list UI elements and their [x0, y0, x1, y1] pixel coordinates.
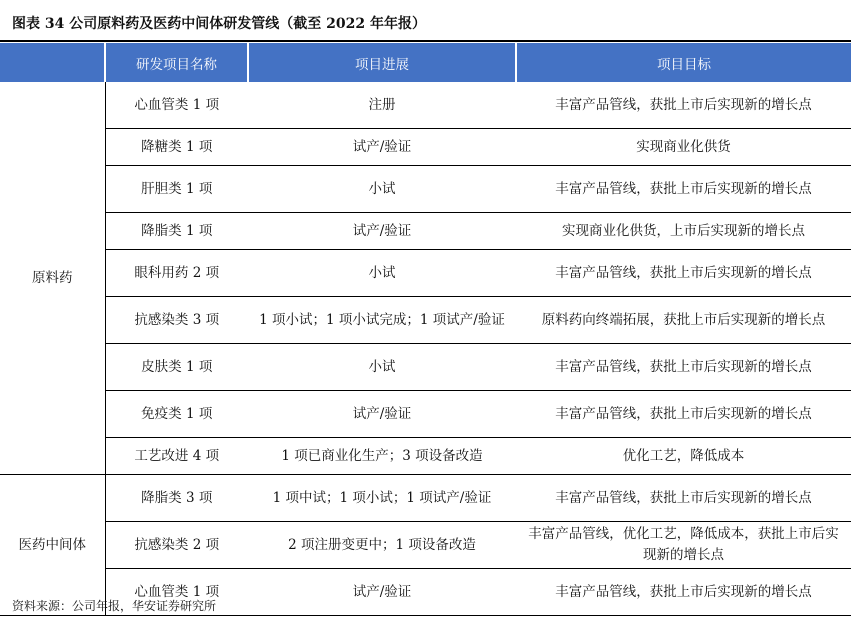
- figure-title: 图表 34 公司原料药及医药中间体研发管线（截至 2022 年年报）: [12, 16, 426, 32]
- pipeline-table: [0, 43, 851, 616]
- project-name: 肝胆类 1 项: [105, 166, 248, 213]
- project-goal: 丰富产品管线，获批上市后实现新的增长点: [516, 391, 851, 438]
- project-goal: 丰富产品管线，获批上市后实现新的增长点: [516, 166, 851, 213]
- category-api: 原料药: [0, 82, 105, 475]
- table-row: [0, 213, 851, 250]
- header-project-name: 研发项目名称: [105, 43, 248, 82]
- source-note: 资料来源：公司年报，华安证券研究所: [12, 599, 217, 613]
- table-row: [0, 475, 851, 522]
- project-progress: 小试: [248, 250, 516, 297]
- table-row: [0, 129, 851, 166]
- table-row: [0, 391, 851, 438]
- top-rule: [0, 40, 851, 42]
- project-name: 皮肤类 1 项: [105, 344, 248, 391]
- project-goal: 丰富产品管线，获批上市后实现新的增长点: [516, 344, 851, 391]
- project-name: 降脂类 1 项: [105, 213, 248, 250]
- project-progress: 试产/验证: [248, 213, 516, 250]
- project-goal: 优化工艺，降低成本: [516, 438, 851, 475]
- project-name: 降脂类 3 项: [105, 475, 248, 522]
- project-goal: 丰富产品管线，获批上市后实现新的增长点: [516, 475, 851, 522]
- project-goal: 丰富产品管线，优化工艺，降低成本，获批上市后实现新的增长点: [516, 522, 851, 569]
- header-progress: 项目进展: [248, 43, 516, 82]
- project-goal: 丰富产品管线，获批上市后实现新的增长点: [516, 569, 851, 616]
- project-progress: 1 项小试；1 项小试完成；1 项试产/验证: [248, 297, 516, 344]
- project-progress: 1 项已商业化生产；3 项设备改造: [248, 438, 516, 475]
- project-goal: 原料药向终端拓展，获批上市后实现新的增长点: [516, 297, 851, 344]
- project-progress: 试产/验证: [248, 129, 516, 166]
- project-goal: 丰富产品管线，获批上市后实现新的增长点: [516, 250, 851, 297]
- project-goal: 实现商业化供货，上市后实现新的增长点: [516, 213, 851, 250]
- table-row: [0, 82, 851, 129]
- project-name: 心血管类 1 项: [105, 82, 248, 129]
- project-name: 降糖类 1 项: [105, 129, 248, 166]
- project-goal: 实现商业化供货: [516, 129, 851, 166]
- table-row: [0, 297, 851, 344]
- table-row: [0, 250, 851, 297]
- project-name: 工艺改进 4 项: [105, 438, 248, 475]
- project-progress: 1 项中试；1 项小试；1 项试产/验证: [248, 475, 516, 522]
- table-row: [0, 522, 851, 569]
- project-name: 抗感染类 2 项: [105, 522, 248, 569]
- table-row: [0, 166, 851, 213]
- project-name: 抗感染类 3 项: [105, 297, 248, 344]
- project-progress: 试产/验证: [248, 391, 516, 438]
- category-intermediates: 医药中间体: [0, 475, 105, 616]
- project-progress: 注册: [248, 82, 516, 129]
- project-progress: 试产/验证: [248, 569, 516, 616]
- project-progress: 2 项注册变更中；1 项设备改造: [248, 522, 516, 569]
- header-category: [0, 43, 105, 82]
- project-goal: 丰富产品管线，获批上市后实现新的增长点: [516, 82, 851, 129]
- project-name: 免疫类 1 项: [105, 391, 248, 438]
- project-progress: 小试: [248, 166, 516, 213]
- project-progress: 小试: [248, 344, 516, 391]
- header-row: [0, 43, 851, 82]
- project-name: 心血管类 1 项: [105, 569, 248, 616]
- header-goal: 项目目标: [516, 43, 851, 82]
- project-name: 眼科用药 2 项: [105, 250, 248, 297]
- table-row: [0, 344, 851, 391]
- table-row: [0, 438, 851, 475]
